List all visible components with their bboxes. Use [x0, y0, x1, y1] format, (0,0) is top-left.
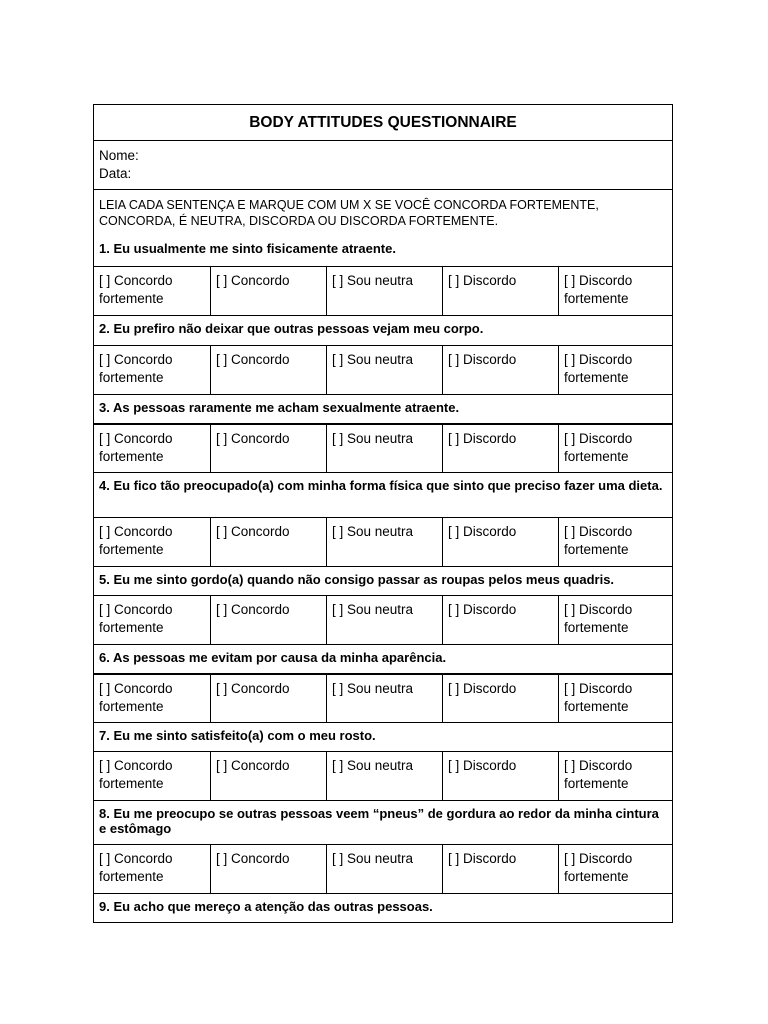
answer-option[interactable]: [ ] Discordo fortemente	[558, 267, 672, 315]
question-list	[94, 236, 672, 922]
answer-option[interactable]: [ ] Concordo	[210, 267, 326, 315]
answer-option[interactable]: [ ] Discordo fortemente	[558, 346, 672, 394]
answer-option[interactable]: [ ] Concordo fortemente	[99, 851, 173, 884]
form-title: BODY ATTITUDES QUESTIONNAIRE	[249, 113, 517, 131]
answer-option[interactable]: [ ] Concordo fortemente	[99, 524, 173, 557]
question-9: 9. Eu acho que mereço a atenção das outras pessoas.	[94, 893, 672, 922]
answer-option[interactable]: [ ] Discordo	[442, 845, 558, 893]
answer-option[interactable]: [ ] Sou neutra	[326, 425, 442, 472]
header-fields	[94, 140, 672, 189]
question-3: 3. As pessoas raramente me acham sexualmente atraente.	[94, 394, 672, 423]
answer-option[interactable]: [ ] Concordo	[210, 346, 326, 394]
answer-option[interactable]: [ ] Sou neutra	[326, 346, 442, 394]
answer-option[interactable]: [ ] Sou neutra	[326, 596, 442, 644]
answer-option[interactable]: [ ] Discordo fortemente	[558, 425, 672, 472]
answer-option[interactable]: [ ] Sou neutra	[326, 518, 442, 566]
answer-option[interactable]: [ ] Sou neutra	[326, 752, 442, 800]
answer-option[interactable]: [ ] Discordo	[442, 267, 558, 315]
answer-option[interactable]: [ ] Sou neutra	[326, 675, 442, 722]
answer-options-row	[94, 345, 672, 394]
answer-options-row	[94, 423, 672, 472]
questionnaire-form	[93, 104, 673, 923]
answer-option[interactable]: [ ] Concordo	[210, 518, 326, 566]
answer-option[interactable]: [ ] Discordo	[442, 518, 558, 566]
answer-option[interactable]: [ ] Concordo fortemente	[99, 602, 173, 635]
answer-option[interactable]: [ ] Concordo fortemente	[99, 431, 173, 464]
answer-option[interactable]: [ ] Discordo	[442, 675, 558, 722]
answer-option[interactable]: [ ] Sou neutra	[326, 267, 442, 315]
answer-option[interactable]: [ ] Concordo fortemente	[99, 352, 173, 385]
question-7: 7. Eu me sinto satisfeito(a) com o meu rosto.	[94, 722, 672, 751]
question-6: 6. As pessoas me evitam por causa da minha aparência.	[94, 644, 672, 673]
answer-option[interactable]: [ ] Discordo	[442, 596, 558, 644]
question-4: 4. Eu fico tão preocupado(a) com minha forma física que sinto que preciso fazer uma dieta.	[94, 472, 672, 517]
answer-option[interactable]: [ ] Concordo	[210, 752, 326, 800]
answer-option[interactable]: [ ] Concordo	[210, 675, 326, 722]
answer-option[interactable]: [ ] Concordo fortemente	[99, 273, 173, 306]
answer-option[interactable]: [ ] Discordo fortemente	[558, 845, 672, 893]
answer-option[interactable]: [ ] Discordo fortemente	[558, 518, 672, 566]
answer-options-row	[94, 673, 672, 722]
question-1: 1. Eu usualmente me sinto fisicamente atraente.	[99, 241, 396, 256]
question-5: 5. Eu me sinto gordo(a) quando não consigo passar as roupas pelos meus quadris.	[94, 566, 672, 595]
answer-option[interactable]: [ ] Concordo fortemente	[99, 758, 173, 791]
answer-option[interactable]: [ ] Discordo fortemente	[558, 596, 672, 644]
answer-options-row	[94, 595, 672, 644]
answer-option[interactable]: [ ] Concordo	[210, 425, 326, 472]
answer-option[interactable]: [ ] Discordo	[442, 752, 558, 800]
date-label: Data:	[99, 166, 132, 181]
answer-option[interactable]: [ ] Discordo	[442, 425, 558, 472]
answer-option[interactable]: [ ] Sou neutra	[326, 845, 442, 893]
answer-option[interactable]: [ ] Concordo	[210, 845, 326, 893]
answer-options-row	[94, 751, 672, 800]
answer-option[interactable]: [ ] Discordo fortemente	[558, 675, 672, 722]
answer-option[interactable]: [ ] Concordo fortemente	[99, 681, 173, 714]
answer-option[interactable]: [ ] Discordo fortemente	[558, 752, 672, 800]
answer-option[interactable]: [ ] Concordo	[210, 596, 326, 644]
answer-option[interactable]: [ ] Discordo	[442, 346, 558, 394]
name-label: Nome:	[99, 148, 139, 163]
question-8: 8. Eu me preocupo se outras pessoas veem “pneus” de gordura ao redor da minha cintura e estômago	[94, 800, 672, 844]
answer-options-row	[94, 517, 672, 566]
answer-options-row	[94, 266, 672, 315]
answer-options-row	[94, 844, 672, 893]
instructions: LEIA CADA SENTENÇA E MARQUE COM UM X SE VOCÊ CONCORDA FORTEMENTE, CONCORDA, É NEUTRA, DISCORDA OU DISCORDA FORTEMENTE.	[94, 189, 672, 236]
question-2: 2. Eu prefiro não deixar que outras pessoas vejam meu corpo.	[94, 315, 672, 345]
